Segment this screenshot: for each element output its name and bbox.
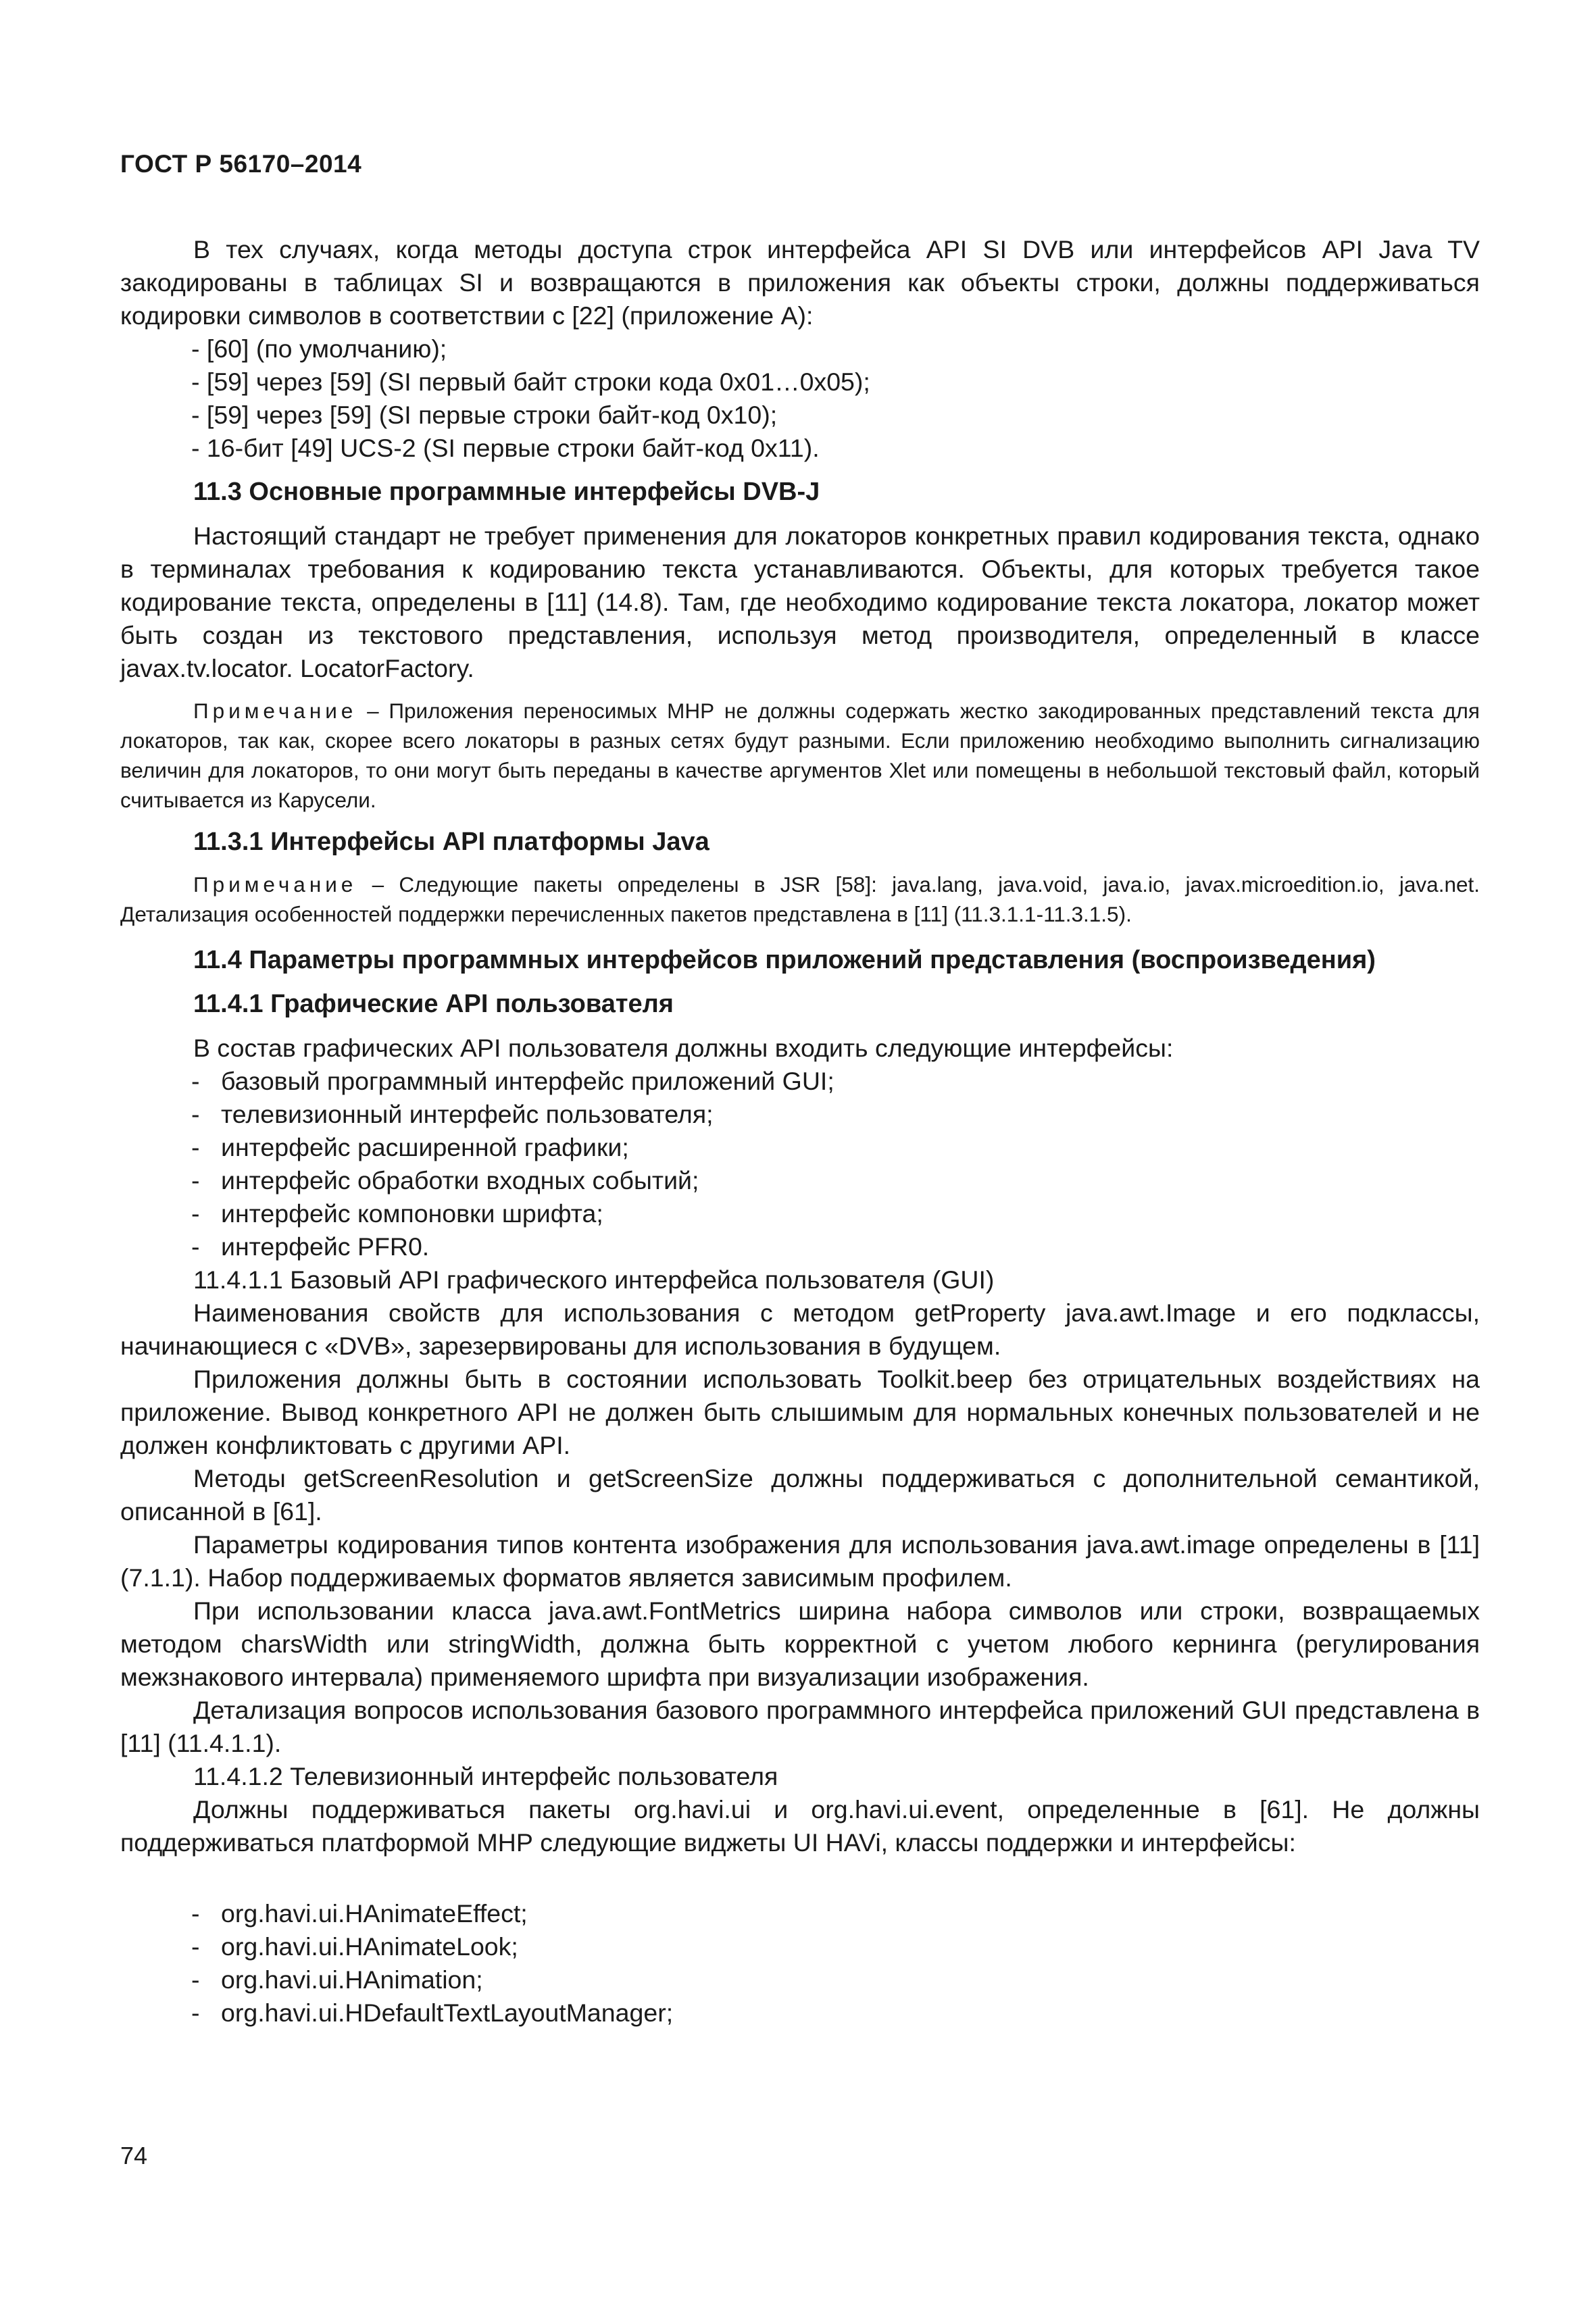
list-item-text: интерфейс расширенной графики; bbox=[221, 1133, 629, 1161]
list-item-text: интерфейс компоновки шрифта; bbox=[221, 1199, 603, 1228]
note-label: Примечание bbox=[193, 872, 357, 897]
note-label: Примечание bbox=[193, 699, 357, 723]
list-item bbox=[120, 1197, 1480, 1230]
paragraph: Должны поддерживаться пакеты org.havi.ui и org.havi.ui.event, определенные в [61]. Не должны поддерживаться платформой МНР следующие виджеты UI HAVi, классы поддержки и интерфейсы: bbox=[120, 1795, 1480, 1857]
document-header: ГОСТ Р 56170–2014 bbox=[120, 150, 362, 178]
list-item-text: интерфейс обработки входных событий; bbox=[221, 1166, 699, 1194]
list-dash: - bbox=[191, 1166, 200, 1194]
section-heading-11-4: 11.4 Параметры программных интерфейсов приложений представления (воспроизведения) bbox=[193, 946, 1376, 974]
list-dash: - bbox=[191, 1067, 200, 1095]
list-item bbox=[120, 1131, 1480, 1164]
subsection-heading-11-4-1-2: 11.4.1.2 Телевизионный интерфейс пользователя bbox=[193, 1762, 778, 1790]
list-item bbox=[120, 1098, 1480, 1131]
paragraph: Параметры кодирования типов контента изображения для использования java.awt.image определены в [11] (7.1.1). Набор поддерживаемых форматов является зависимым профилем. bbox=[120, 1530, 1480, 1592]
list-item bbox=[120, 1230, 1480, 1263]
note bbox=[120, 696, 1480, 815]
list-item-text: org.havi.ui.HAnimation; bbox=[221, 1965, 483, 1994]
list-dash: - bbox=[191, 1232, 200, 1261]
paragraph: Наименования свойств для использования с методом getProperty java.awt.Image и его подклассы, начинающиеся с «DVB», зарезервированы для использования в будущем. bbox=[120, 1299, 1480, 1360]
list-item bbox=[120, 1963, 1480, 1996]
section-heading-11-3: 11.3 Основные программные интерфейсы DVB-J bbox=[193, 478, 820, 506]
list-item-text: базовый программный интерфейс приложений GUI; bbox=[221, 1067, 834, 1095]
list-item-text: org.havi.ui.HAnimateEffect; bbox=[221, 1899, 528, 1928]
paragraph: Настоящий стандарт не требует применения для локаторов конкретных правил кодирования текста, однако в терминалах требования к кодированию текста устанавливаются. Объекты, для которых требуется такое кодирование текста, определены в [11] (14.8). Там, где необходимо кодирование текста локатора, локатор может быть создан из текстового представления, используя метод производителя, определенный в классе javax.tv.locator. LocatorFactory. bbox=[120, 522, 1480, 682]
list-dash: - bbox=[191, 1899, 200, 1928]
list-item-text: телевизионный интерфейс пользователя; bbox=[221, 1100, 714, 1128]
list-item: - [59] через [59] (SI первый байт строки кода 0x01…0x05); bbox=[191, 368, 870, 396]
page-content bbox=[120, 233, 1480, 2030]
note-text: – Приложения переносимых МНР не должны содержать жестко закодированных представлений текста для локаторов, так как, скорее всего локаторы в разных сетях будут разными. Если приложению необходимо выполнить сигнализацию величин для локаторов, то они могут быть переданы в качестве аргументов Xlet или помещены в небольшой текстовый файл, который считывается из Карусели. bbox=[120, 699, 1480, 812]
list-dash: - bbox=[191, 1133, 200, 1161]
section-heading-11-3-1: 11.3.1 Интерфейсы API платформы Java bbox=[193, 828, 709, 856]
note bbox=[120, 870, 1480, 929]
list-item bbox=[120, 1897, 1480, 1930]
list-item: - 16-бит [49] UCS-2 (SI первые строки байт-код 0x11). bbox=[191, 434, 820, 462]
section-heading-11-4-1: 11.4.1 Графические API пользователя bbox=[193, 990, 674, 1018]
page-number: 74 bbox=[120, 2142, 148, 2169]
list-item-text: org.havi.ui.HDefaultTextLayoutManager; bbox=[221, 1998, 674, 2027]
paragraph: При использовании класса java.awt.FontMetrics ширина набора символов или строки, возвращаемых методом charsWidth или stringWidth, должна быть корректной с учетом любого кернинга (регулирования межзнакового интервала) применяемого шрифта при визуализации изображения. bbox=[120, 1596, 1480, 1691]
paragraph: Приложения должны быть в состоянии использовать Toolkit.beep без отрицательных воздействиях на приложение. Вывод конкретного API не должен быть слышимым для нормальных конечных пользователей и не должен конфликтовать с другими API. bbox=[120, 1365, 1480, 1459]
paragraph: В состав графических API пользователя должны входить следующие интерфейсы: bbox=[193, 1034, 1174, 1062]
list-dash: - bbox=[191, 1199, 200, 1228]
paragraph: Детализация вопросов использования базового программного интерфейса приложений GUI представлена в [11] (11.4.1.1). bbox=[120, 1696, 1480, 1757]
list-item bbox=[120, 1930, 1480, 1963]
list-item: - [60] (по умолчанию); bbox=[191, 334, 447, 363]
list-dash: - bbox=[191, 1965, 200, 1994]
list-dash: - bbox=[191, 1100, 200, 1128]
list-item: - [59] через [59] (SI первые строки байт-код 0x10); bbox=[191, 401, 778, 429]
list-item bbox=[120, 1164, 1480, 1197]
note-text: – Следующие пакеты определены в JSR [58]: java.lang, java.void, java.io, javax.microedition.io, java.net. Детализация особенностей поддержки перечисленных пакетов представлена в [11] (11.3.1.1-11.3.1.5). bbox=[120, 872, 1480, 926]
paragraph: Методы getScreenResolution и getScreenSize должны поддерживаться с дополнительной семантикой, описанной в [61]. bbox=[120, 1464, 1480, 1526]
subsection-heading-11-4-1-1: 11.4.1.1 Базовый API графического интерфейса пользователя (GUI) bbox=[193, 1265, 995, 1294]
intro-paragraph: В тех случаях, когда методы доступа строк интерфейса API SI DVB или интерфейсов API Java TV закодированы в таблицах SI и возвращаются в приложения как объекты строки, должны поддерживаться кодировки символов в соответствии с [22] (приложение А): bbox=[120, 235, 1480, 330]
list-item bbox=[120, 1996, 1480, 2030]
list-item bbox=[120, 1065, 1480, 1098]
list-item-text: org.havi.ui.HAnimateLook; bbox=[221, 1932, 518, 1961]
list-item-text: интерфейс PFR0. bbox=[221, 1232, 430, 1261]
list-dash: - bbox=[191, 1998, 200, 2027]
list-dash: - bbox=[191, 1932, 200, 1961]
